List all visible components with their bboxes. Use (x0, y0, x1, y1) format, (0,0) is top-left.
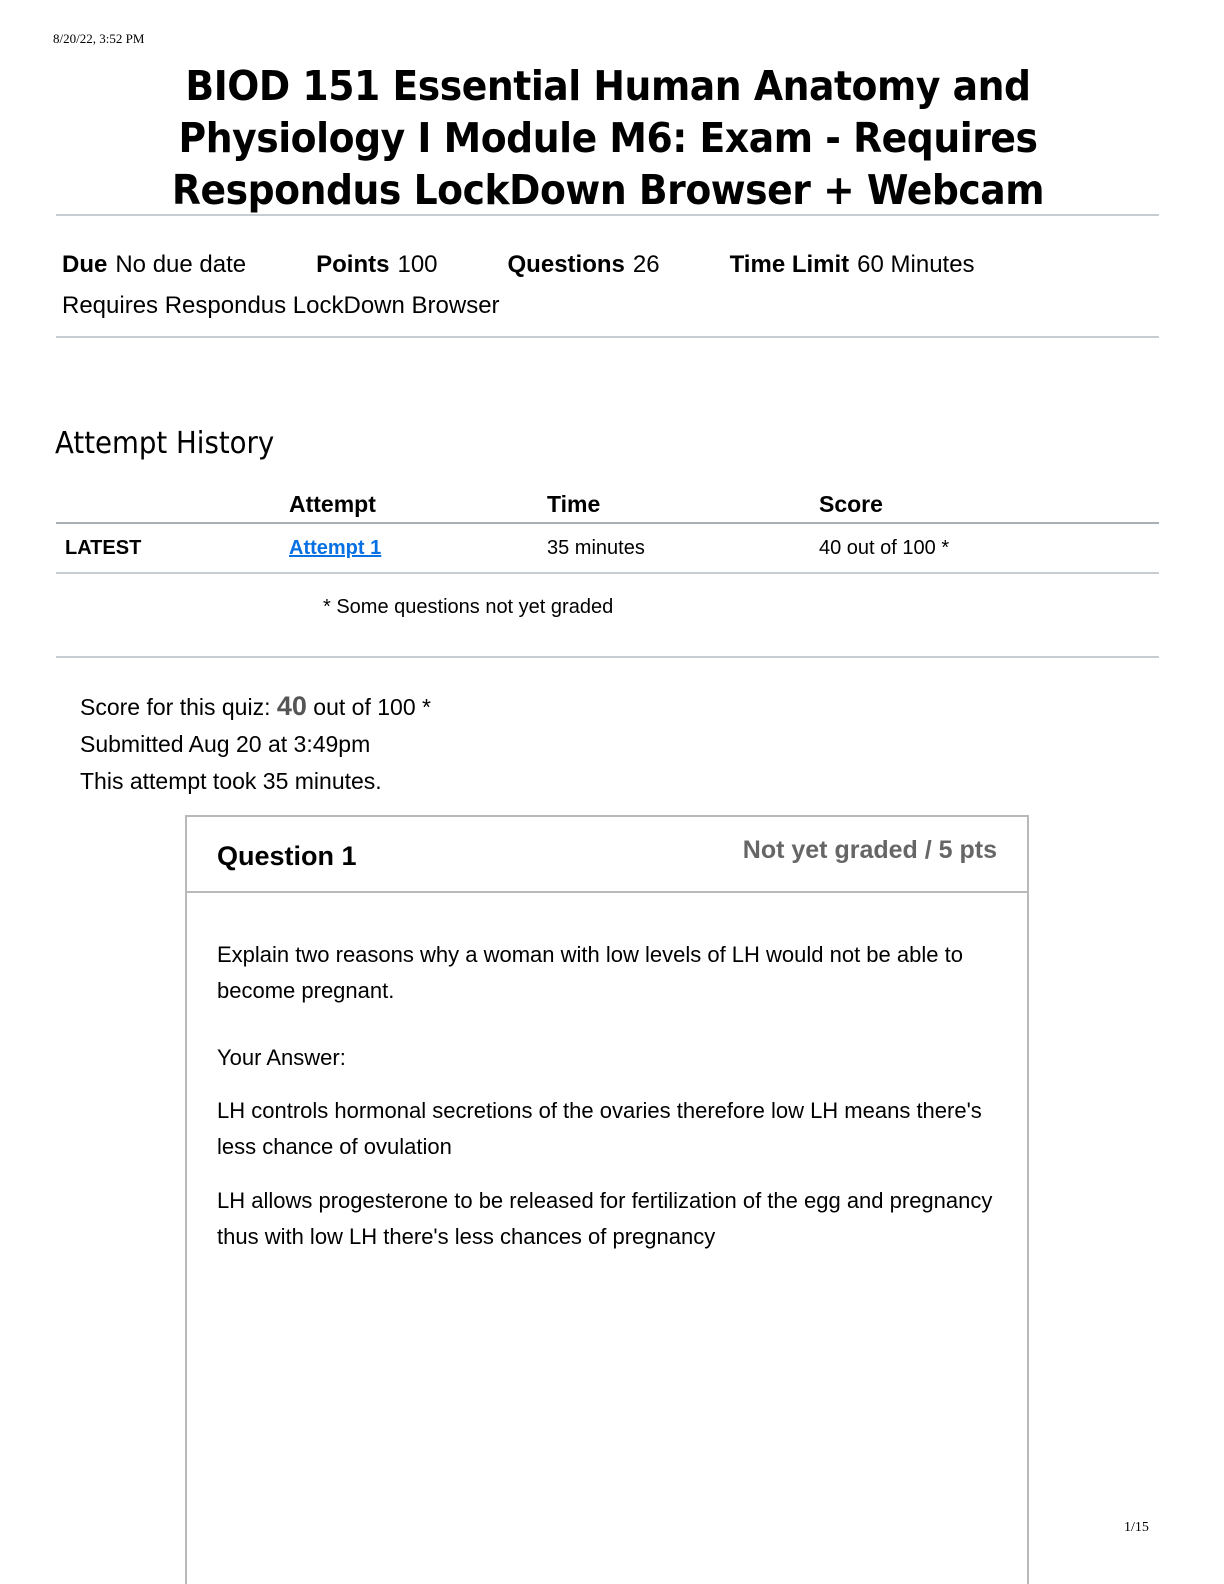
time-limit-label: Time Limit (729, 251, 850, 278)
meta-divider (56, 336, 1159, 338)
attempt-score: 40 out of 100 * (819, 536, 950, 559)
points-value: 100 (397, 251, 438, 278)
question-header (187, 817, 1027, 893)
meta-due (62, 250, 246, 280)
col-header-attempt: Attempt (289, 490, 376, 517)
time-limit-value: 60 Minutes (857, 251, 975, 278)
title-divider (56, 214, 1159, 216)
page-number: 1/15 (1124, 1520, 1149, 1535)
quiz-summary (80, 688, 431, 800)
quiz-meta (62, 250, 1045, 321)
score-value: 40 (276, 691, 307, 721)
attempt-history-table (56, 486, 1159, 574)
attempt-time: 35 minutes (547, 536, 645, 559)
meta-questions (508, 250, 660, 280)
table-row (56, 524, 1159, 574)
question-card (185, 815, 1029, 1584)
questions-label: Questions (507, 251, 625, 278)
questions-value: 26 (632, 251, 660, 278)
answer-paragraph: LH controls hormonal secretions of the ovaries therefore low LH means there's less chance of ovulation (217, 1098, 982, 1159)
question-points: Not yet graded / 5 pts (742, 836, 997, 864)
meta-points (316, 250, 437, 280)
attempt-history-heading: Attempt History (55, 426, 275, 461)
question-text: Explain two reasons why a woman with low levels of LH would not be able to become pregnant. (217, 942, 963, 1003)
lockdown-note: Requires Respondus LockDown Browser (62, 292, 500, 319)
answer-paragraph: LH allows progesterone to be released for fertilization of the egg and pregnancy thus with low LH there's less chances of pregnancy (217, 1188, 993, 1249)
print-timestamp: 8/20/22, 3:52 PM (53, 31, 145, 46)
due-value: No due date (115, 251, 247, 278)
score-suffix: out of 100 * (306, 694, 431, 720)
table-header (56, 486, 1159, 524)
due-label: Due (62, 251, 108, 278)
col-header-time: Time (547, 490, 601, 517)
attempt-1-link[interactable]: Attempt 1 (289, 536, 382, 559)
duration-line: This attempt took 35 minutes. (80, 768, 382, 794)
points-label: Points (316, 251, 390, 278)
question-body (187, 893, 1027, 1255)
score-prefix: Score for this quiz: (80, 694, 277, 720)
history-divider (56, 656, 1159, 658)
grading-footnote: * Some questions not yet graded (323, 596, 614, 618)
score-line (80, 688, 431, 726)
answer-label: Your Answer: (217, 1045, 346, 1070)
latest-badge: LATEST (65, 536, 142, 559)
question-title: Question 1 (217, 841, 357, 871)
submitted-line: Submitted Aug 20 at 3:49pm (80, 731, 371, 757)
meta-time-limit (730, 250, 975, 280)
col-header-score: Score (819, 490, 883, 517)
page-title: BIOD 151 Essential Human Anatomy and Physiology I Module M6: Exam - Requires Respondus LockDown Browser + Webcam (171, 62, 1045, 214)
